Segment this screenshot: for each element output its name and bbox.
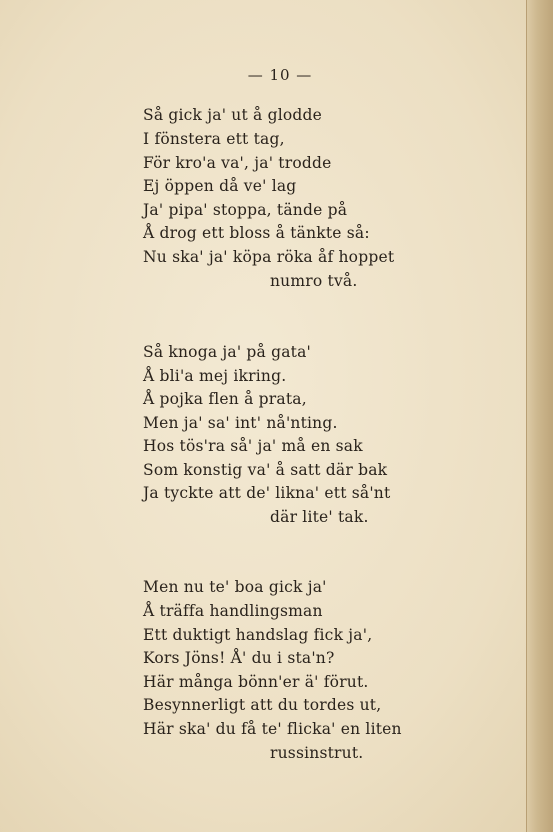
poem-line: För kro'a va', ja' trodde: [143, 154, 332, 172]
poem-line: Ej öppen då ve' lag: [143, 177, 297, 195]
poem-line-turnover: russinstrut.: [270, 744, 364, 762]
poem-line: Här många bönn'er ä' förut.: [143, 673, 369, 691]
poem-line: Å träffa handlingsman: [143, 602, 323, 620]
poem-line: Hos tös'ra så' ja' må en sak: [143, 437, 363, 455]
poem-line: Så gick ja' ut å glodde: [143, 106, 323, 124]
poem-line: Så knoga ja' på gata': [143, 343, 312, 361]
poem-line: Å drog ett bloss å tänkte så:: [143, 224, 370, 242]
poem-line: Besynnerligt att du tordes ut,: [143, 696, 382, 714]
poem-line: Men nu te' boa gick ja': [143, 578, 327, 596]
poem-line: Kors Jöns! Å' du i sta'n?: [143, 649, 335, 667]
poem-line: Här ska' du få te' flicka' en liten: [143, 720, 402, 738]
poem-line: Ett duktigt handslag fick ja',: [143, 626, 373, 644]
poem-line: Å pojka flen å prata,: [143, 390, 307, 408]
poem-line-turnover: numro två.: [270, 272, 358, 290]
page-edge: [526, 0, 553, 832]
poem-line: Nu ska' ja' köpa röka åf hoppet: [143, 248, 395, 266]
poem-line: Men ja' sa' int' nå'nting.: [143, 414, 338, 432]
poem-line: Å bli'a mej ikring.: [143, 367, 287, 385]
page-number: — 10 —: [247, 66, 313, 84]
poem-line: Ja' pipa' stoppa, tände på: [143, 201, 348, 219]
poem-line-turnover: där lite' tak.: [270, 508, 369, 526]
poem-line: Som konstig va' å satt där bak: [143, 461, 388, 479]
poem-line: Ja tyckte att de' likna' ett så'nt: [143, 484, 391, 502]
poem-line: I fönstera ett tag,: [143, 130, 285, 148]
